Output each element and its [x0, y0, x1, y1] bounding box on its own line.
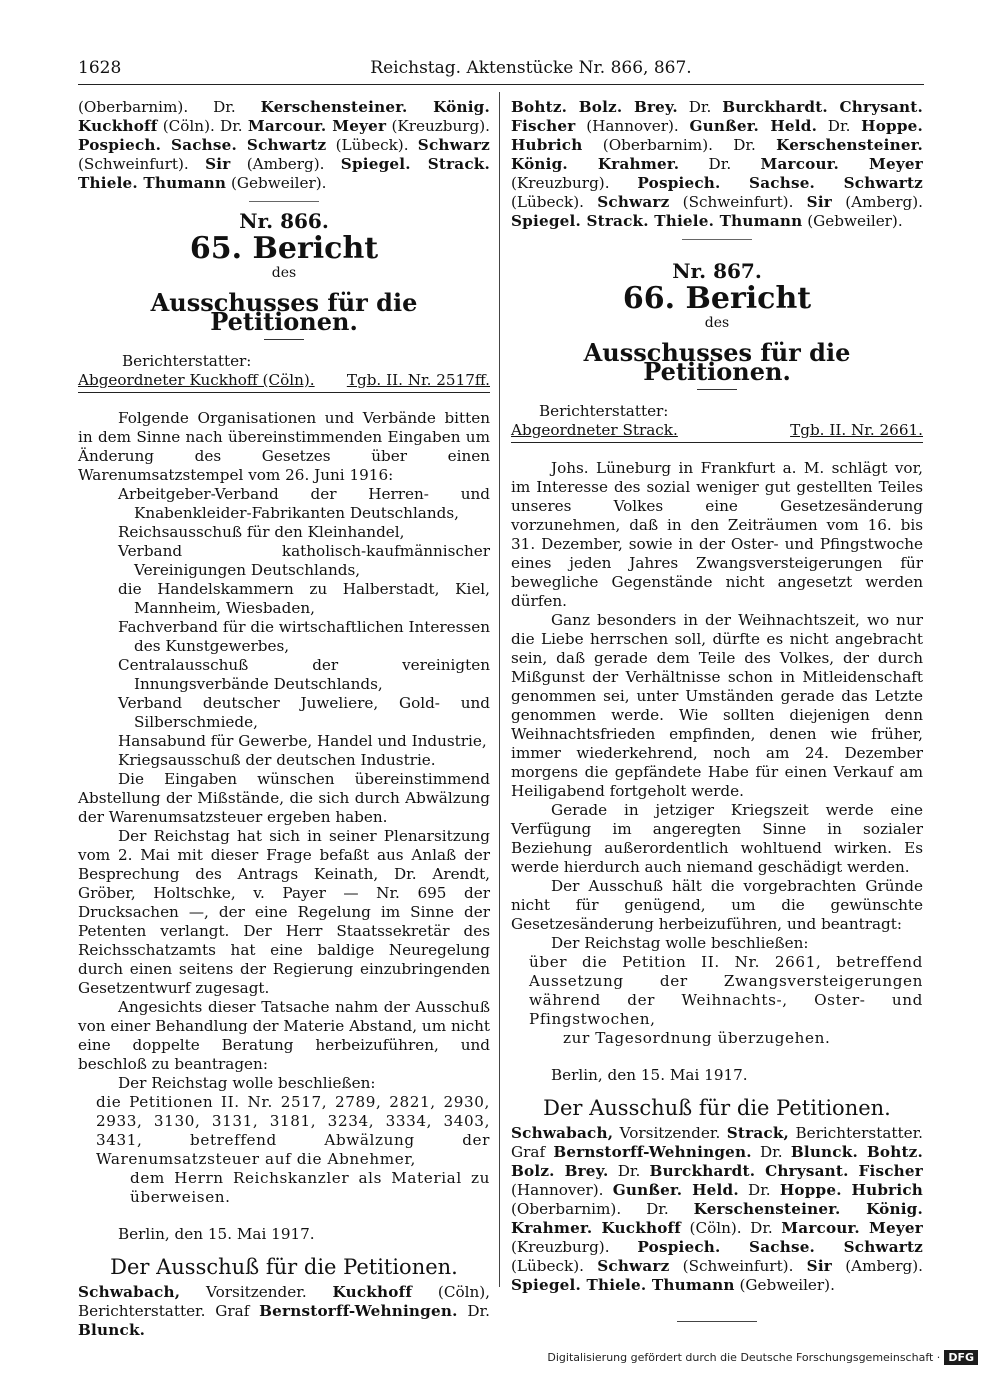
member-name: Sir: [806, 193, 833, 211]
member-name: Blunck. Bohtz. Bolz. Brey.: [511, 1143, 923, 1180]
left-column: [78, 98, 490, 1340]
name-annotation: (Gebweiler).: [802, 212, 903, 230]
motion-tail: zur Tagesordnung überzugehen.: [563, 1029, 831, 1047]
name-annotation: (Lübeck).: [511, 193, 598, 211]
paragraph: Der Reichstag hat sich in seiner Plenarsitzung vom 2. Mai mit dieser Frage befaßt aus Anlaß der Besprechung des Antrags Keinath, Dr. Arendt, Gröber, Holtschke, v. Payer — Nr. 695 der Drucksachen —, der eine Regelung im Sinne der Petenten verlangt. Der Herr Staatssekretär des Reichsschatzamts hat eine baldige Neuregelung durch einen seitens der Regierung einzubringenden Gesetzentwurf zugesagt.: [78, 827, 490, 997]
rapporteur-row: [78, 371, 490, 393]
name-annotation: (Kreuzburg).: [511, 174, 638, 192]
separator: [682, 239, 752, 240]
member-name: Marcour. Meyer: [781, 1219, 923, 1237]
member-name: Marcour. Meyer: [247, 117, 387, 135]
separator: [697, 389, 737, 390]
list-item: Fachverband für die wirtschaftlichen Interessen des Kunstgewerbes,: [118, 618, 490, 655]
name-annotation: (Schweinfurt).: [669, 193, 807, 211]
motion-intro: Der Reichstag wolle beschließen:: [551, 934, 809, 952]
member-name: Sir: [806, 1257, 833, 1275]
rapporteur-row: [511, 421, 923, 443]
member-name: Pospiech. Sachse. Schwartz: [637, 1238, 923, 1256]
member-name: Kerschensteiner. König. Krahmer.: [511, 136, 923, 173]
name-annotation: (Oberbarnim). Dr.: [582, 136, 777, 154]
committee-signature-title: Der Ausschuß für die Petitionen.: [543, 1096, 891, 1120]
member-name: Sir: [205, 155, 231, 173]
member-name: Kerschensteiner. König. Kuckhoff: [78, 98, 490, 135]
member-name: Pospiech. Sachse. Schwartz: [78, 136, 327, 154]
dfg-logo: DFG: [944, 1350, 978, 1365]
name-annotation: Dr.: [738, 1181, 780, 1199]
member-name: Bohtz. Bolz. Brey.: [511, 98, 678, 116]
name-annotation: Dr.: [817, 117, 862, 135]
report-des: des: [704, 315, 730, 331]
page-number: 1628: [78, 58, 122, 78]
member-name: Kuckhoff: [332, 1283, 413, 1301]
member-name: Schwarz: [597, 193, 670, 211]
name-annotation: (Amberg).: [832, 1257, 923, 1275]
list-item: Verband katholisch-kaufmännischer Vereinigungen Deutschlands,: [118, 542, 490, 579]
name-annotation: (Oberbarnim). Dr.: [511, 1200, 694, 1218]
rapporteur-reference: Tgb. II. Nr. 2517ff.: [346, 371, 490, 389]
document-number: Nr. 866.: [239, 209, 329, 233]
rapporteur-name: Abgeordneter Strack.: [511, 421, 678, 439]
list-item: Arbeitgeber-Verband der Herren- und Knabenkleider-Fabrikanten Deutschlands,: [118, 485, 490, 522]
header-rule: [78, 84, 924, 85]
end-rule: [677, 1321, 757, 1322]
paragraph: Ganz besonders in der Weihnachtszeit, wo nur die Liebe herrschen soll, dürfte es nicht angebracht sein, daß gerade dem Teile des Volkes, der durch Mißgunst der Verhältnisse schon in Mitleidenschaft genommen sei, unter Umständen gerade das Letzte genommen werde. Wie sollten diejenigen denn Weihnachtsfrieden empfinden, denen wie früher, immer wiederkehrend, noch am 24. Dezember morgens die gepfändete Habe für einen Verkauf am Heiligabend fortgeholt werde.: [511, 611, 923, 800]
paragraph: Johs. Lüneburg in Frankfurt a. M. schlägt vor, im Interesse des sozial weniger gut gestellten Teiles unseres Volkes eine Gesetzesänderung vorzunehmen, daß in den Zeiträumen vom 16. bis 31. Dezember, sowie in der Oster- und Pfingstwoche eines jeden Jahres Zwangsversteigerungen für bewegliche Gegenstände nicht angesetzt werden dürfen.: [511, 459, 923, 610]
report-des: des: [271, 265, 297, 281]
name-annotation: Dr.: [751, 1143, 791, 1161]
list-item: Verband deutscher Juweliere, Gold- und Silberschmiede,: [118, 694, 490, 731]
name-annotation: (Kreuzburg).: [511, 1238, 638, 1256]
right-column: [511, 98, 923, 1322]
member-name: Spiegel. Strack. Thiele. Thumann: [511, 212, 803, 230]
member-name: Spiegel. Strack. Thiele. Thumann: [78, 155, 490, 192]
paragraph: Die Eingaben wünschen übereinstimmend Abstellung der Mißstände, die sich durch Abwälzung der Warenumsatzsteuer ergeben haben.: [78, 770, 490, 826]
document-number: Nr. 867.: [672, 259, 762, 283]
member-name: Blunck.: [78, 1321, 146, 1339]
member-name: Hoppe. Hubrich: [779, 1181, 924, 1199]
page-header: [78, 58, 924, 78]
date-line: Berlin, den 15. Mai 1917.: [551, 1066, 748, 1084]
rapporteur-reference: Tgb. II. Nr. 2661.: [790, 421, 923, 439]
name-annotation: Vorsitzender.: [180, 1283, 333, 1301]
signatories: [78, 1283, 490, 1340]
member-name: Burckhardt. Chrysant. Fischer: [649, 1162, 923, 1180]
list-item: Centralausschuß der vereinigten Innungsverbände Deutschlands,: [118, 656, 490, 693]
name-annotation: Vorsitzender.: [613, 1124, 727, 1142]
footer: [547, 1350, 978, 1365]
name-annotation: (Schweinfurt).: [78, 155, 206, 173]
name-annotation: (Cöln), Berichterstatter. Graf: [78, 1283, 490, 1320]
organization-list: [118, 485, 490, 770]
member-name: Kerschensteiner. König. Krahmer. Kuckhoff: [511, 1200, 923, 1237]
paragraph: Angesichts dieser Tatsache nahm der Ausschuß von einer Behandlung der Materie Abstand, um nicht eine doppelte Beratung herbeizuführen, und beschloß zu beantragen:: [78, 998, 490, 1073]
left-continued-names: [78, 98, 490, 193]
member-name: Spiegel. Thiele. Thumann: [511, 1276, 735, 1294]
name-annotation: (Amberg).: [832, 193, 923, 211]
list-item: die Handelskammern zu Halberstadt, Kiel, Mannheim, Wiesbaden,: [118, 580, 490, 617]
committee-signature-title: Der Ausschuß für die Petitionen.: [110, 1255, 458, 1279]
member-name: Gunßer. Held.: [689, 117, 818, 135]
motion-intro: Der Reichstag wolle beschließen:: [118, 1074, 376, 1092]
column-divider: [499, 92, 500, 1287]
rapporteur-name: Abgeordneter Kuckhoff (Cöln).: [78, 371, 315, 389]
member-name: Schwarz: [597, 1257, 670, 1275]
separator: [264, 339, 304, 340]
motion-tail: dem Herrn Reichskanzler als Material zu überweisen.: [130, 1169, 490, 1206]
name-annotation: (Kreuzburg).: [386, 117, 490, 135]
footer-text: Digitalisierung gefördert durch die Deutsche Forschungsgemeinschaft ·: [547, 1351, 941, 1364]
name-annotation: Dr.: [679, 155, 761, 173]
list-item: Reichsausschuß für den Kleinhandel,: [118, 523, 405, 541]
paragraph: Der Ausschuß hält die vorgebrachten Gründe nicht für genügend, um die gewünschte Gesetzesänderung herbeizuführen, und beantragt:: [511, 877, 923, 933]
name-annotation: (Lübeck).: [511, 1257, 598, 1275]
member-name: Burckhardt. Chrysant. Fischer: [511, 98, 923, 135]
committee-title: Ausschusses für die Petitionen.: [150, 288, 418, 336]
member-name: Gunßer. Held.: [612, 1181, 739, 1199]
name-annotation: (Amberg).: [230, 155, 341, 173]
date-line: Berlin, den 15. Mai 1917.: [118, 1225, 315, 1243]
rapporteur-label: Berichterstatter:: [122, 352, 252, 370]
member-name: Schwabach,: [511, 1124, 614, 1142]
page-title: Reichstag. Aktenstücke Nr. 866, 867.: [370, 58, 692, 78]
report-title: 65. Bericht: [189, 231, 379, 266]
name-annotation: Dr.: [677, 98, 723, 116]
motion-body: die Petitionen II. Nr. 2517, 2789, 2821, 2930, 2933, 3130, 3131, 3181, 3234, 3334, 3403, 3431, betreffend Abwälzung der Warenumsatzsteuer auf die Abnehmer,: [96, 1093, 490, 1168]
member-name: Schwarz: [417, 136, 490, 154]
member-name: Schwabach,: [78, 1283, 181, 1301]
name-annotation: (Lübeck).: [326, 136, 418, 154]
name-annotation: (Schweinfurt).: [669, 1257, 807, 1275]
separator: [249, 201, 319, 202]
name-annotation: (Gebweiler).: [226, 174, 327, 192]
right-continued-names: [511, 98, 923, 231]
name-annotation: Dr.: [608, 1162, 650, 1180]
name-annotation: Dr.: [457, 1302, 490, 1320]
rapporteur-label: Berichterstatter:: [539, 402, 669, 420]
member-name: Marcour. Meyer: [760, 155, 923, 173]
name-annotation: (Hannover).: [511, 1181, 613, 1199]
name-annotation: (Oberbarnim). Dr.: [78, 98, 261, 116]
motion-body: über die Petition II. Nr. 2661, betreffend Aussetzung der Zwangsversteigerungen während der Weihnachts-, Oster- und Pfingstwochen,: [529, 953, 923, 1028]
name-annotation: (Hannover).: [575, 117, 690, 135]
name-annotation: (Cöln). Dr.: [157, 117, 248, 135]
paragraph: Gerade in jetziger Kriegszeit werde eine Verfügung im angeregten Sinne in sozialer Beziehung außerordentlich wohltuend wirken. Es werde hierdurch auch niemand geschädigt werden.: [511, 801, 923, 876]
signatories: [511, 1124, 923, 1295]
name-annotation: (Gebweiler).: [734, 1276, 835, 1294]
name-annotation: Berichterstatter. Graf: [511, 1124, 923, 1161]
member-name: Pospiech. Sachse. Schwartz: [637, 174, 923, 192]
list-item: Kriegsausschuß der deutschen Industrie.: [118, 751, 436, 769]
member-name: Bernstorff-Wehningen.: [553, 1143, 752, 1161]
member-name: Strack,: [726, 1124, 790, 1142]
member-name: Bernstorff-Wehningen.: [259, 1302, 458, 1320]
report-title: 66. Bericht: [622, 281, 812, 316]
list-item: Hansabund für Gewerbe, Handel und Industrie,: [118, 732, 487, 750]
intro-paragraph: Folgende Organisationen und Verbände bitten in dem Sinne nach übereinstimmenden Eingaben um Änderung des Gesetzes über einen Warenumsatzstempel vom 26. Juni 1916:: [78, 409, 490, 484]
member-name: Hoppe. Hubrich: [511, 117, 924, 154]
committee-title: Ausschusses für die Petitionen.: [583, 338, 851, 386]
name-annotation: (Cöln). Dr.: [681, 1219, 782, 1237]
